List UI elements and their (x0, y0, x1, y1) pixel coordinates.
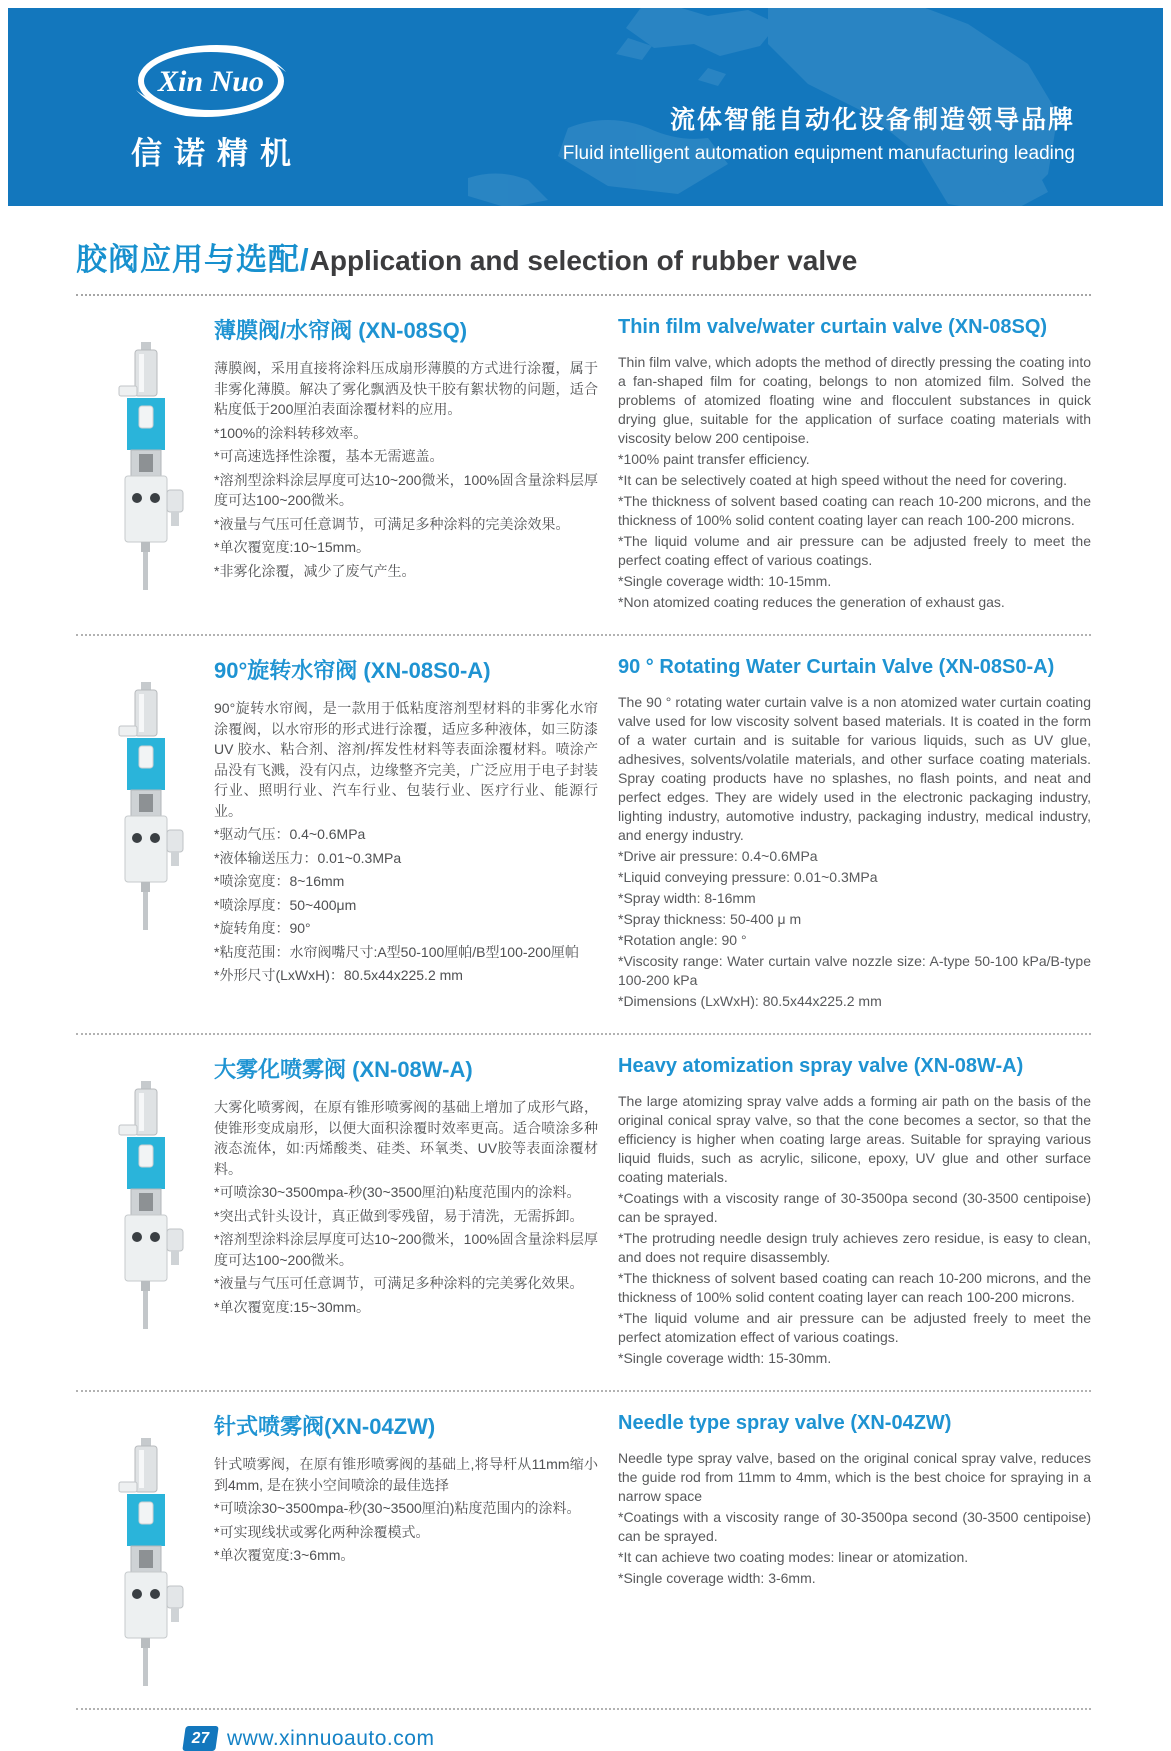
product-section (76, 636, 1091, 1035)
section-english-column (610, 314, 1091, 614)
section-title-en: 90 ° Rotating Water Curtain Valve (XN-08S0-A) (618, 656, 1055, 678)
paragraph: *非雾化涂覆，减少了废气产生。 (214, 562, 416, 579)
product-image-column (76, 654, 214, 932)
paragraph: 针式喷雾阀，在原有锥形喷雾阀的基础上,将导杆从11mm缩小到4mm, 是在狭小空间喷涂的最佳选择 (214, 1456, 598, 1493)
section-body-en (618, 693, 1091, 1011)
section-body-zh (214, 1454, 598, 1566)
paragraph: The large atomizing spray valve adds a forming air path on the basis of the original conical spray valve, so that the cone becomes a sector, so that the efficiency is higher when coating large areas. Suitable for spraying various liquid fluids, such as acrylic, silicone, epoxy, UV glue and other surface coating materials. (618, 1093, 1091, 1185)
product-section (76, 1035, 1091, 1392)
paragraph: *突出式针头设计，真正做到零残留，易于清洗，无需拆卸。 (214, 1207, 584, 1224)
paragraph: *液体输送压力：0.01~0.3MPa (214, 849, 402, 866)
page-footer (76, 1710, 1091, 1751)
section-chinese-column (214, 1410, 610, 1569)
section-title-zh: 针式喷雾阀(XN-04ZW) (214, 1414, 436, 1439)
main-content (8, 206, 1163, 1751)
spray-valve-product-image (89, 680, 201, 932)
section-english-column (610, 1410, 1091, 1590)
paragraph: *Viscosity range: Water curtain valve nozzle size: A-type 50-100 kPa/B-type 100-200 kPa (618, 953, 1091, 988)
paragraph: *Non atomized coating reduces the generation of exhaust gas. (618, 594, 1005, 610)
spray-valve-product-image (89, 340, 201, 592)
product-image-column (76, 314, 214, 592)
paragraph: 薄膜阀，采用直接将涂料压成扇形薄膜的方式进行涂覆，属于非雾化薄膜。解决了雾化飘洒及快干胶有絮状物的问题，适合粘度低于200厘泊表面涂覆材料的应用。 (214, 360, 598, 417)
section-body-zh (214, 1097, 598, 1317)
paragraph: *粘度范围：水帘阀嘴尺寸:A型50-100厘帕/B型100-200厘帕 (214, 943, 579, 960)
spray-valve-product-image (89, 1436, 201, 1688)
logo-text-zh: 信诺精机 (131, 136, 303, 171)
logo-text-en: Xin Nuo (158, 65, 264, 98)
header-taglines (563, 100, 1075, 165)
paragraph: *单次覆宽度:10~15mm。 (214, 539, 370, 555)
section-title-zh: 90°旋转水帘阀 (XN-08S0-A) (214, 658, 491, 683)
section-body-zh (214, 358, 598, 581)
page-header (8, 8, 1163, 206)
paragraph: *喷涂宽度：8~16mm (214, 873, 345, 889)
section-chinese-column (214, 654, 610, 989)
paragraph: *The liquid volume and air pressure can be adjusted freely to meet the perfect coating effect of various coatings. (618, 533, 1091, 568)
section-title-zh: 大雾化喷雾阀 (XN-08W-A) (214, 1057, 473, 1082)
product-image-column (76, 1053, 214, 1331)
paragraph: 90°旋转水帘阀，是一款用于低粘度溶剂型材料的非雾化水帘涂覆阀，以水帘形的形式进行涂覆，适应多种液体，如三防漆UV 胶水、粘合剂、溶剂/挥发性材料等表面涂覆材料。喷涂产品没有飞溅，没有闪点，边缘整齐完美，广泛应用于电子封装行业、照明行业、汽车行业、包装行业、医疗行业、能源行业。 (214, 700, 598, 819)
section-english-column (610, 1053, 1091, 1370)
paragraph: *The thickness of solvent based coating can reach 10-200 microns, and the thickness of 100% solid content coating layer can reach 100-200 microns. (618, 493, 1091, 528)
page-number-badge: 27 (182, 1726, 219, 1751)
paragraph: *Liquid conveying pressure: 0.01~0.3MPa (618, 869, 878, 885)
section-english-column (610, 654, 1091, 1013)
page-title-zh: 胶阀应用与选配/ (76, 242, 310, 277)
tagline-zh: 流体智能自动化设备制造领导品牌 (669, 106, 1075, 134)
paragraph: *Coatings with a viscosity range of 30-3500pa second (30-3500 centipoise) can be sprayed. (618, 1509, 1091, 1544)
website-link[interactable]: www.xinnuoauto.com (227, 1726, 435, 1750)
paragraph: *Dimensions (LxWxH): 80.5x44x225.2 mm (618, 993, 882, 1009)
paragraph: *Drive air pressure: 0.4~0.6MPa (618, 848, 818, 864)
paragraph: *可高速选择性涂覆，基本无需遮盖。 (214, 448, 444, 464)
paragraph: *The thickness of solvent based coating can reach 10-200 microns, and the thickness of 100% solid content coating layer can reach 100-200 microns. (618, 1270, 1091, 1305)
paragraph: *100%的涂料转移效率。 (214, 424, 368, 441)
product-section (76, 296, 1091, 636)
paragraph: *驱动气压：0.4~0.6MPa (214, 826, 366, 842)
paragraph: The 90 ° rotating water curtain valve is a non atomized water curtain coating valve used for low viscosity solvent based materials. It is coated in the form of a water curtain and is suitable for various liquids, such as UV glue, adhesives, solvents/volatile materials, and other surface coating materials. Spray coating products have no splashes, no flash points, and neat and perfect edges. They are widely used in the electronic packaging industry, lighting industry, automotive industry, packaging industry, medical industry, and energy industry. (618, 694, 1091, 843)
section-body-en (618, 1092, 1091, 1368)
paragraph: *可喷涂30~3500mpa-秒(30~3500厘泊)粘度范围内的涂料。 (214, 1184, 581, 1200)
paragraph: *Single coverage width: 15-30mm. (618, 1350, 832, 1366)
page-title (76, 206, 1091, 296)
xin-nuo-oval-logo-icon (116, 38, 306, 124)
paragraph: *外形尺寸(LxWxH)：80.5x44x225.2 mm (214, 967, 463, 983)
paragraph: *Spray thickness: 50-400 μ m (618, 911, 802, 927)
paragraph: *Single coverage width: 3-6mm. (618, 1570, 816, 1586)
paragraph: *旋转角度：90° (214, 920, 311, 936)
company-logo (116, 38, 306, 173)
paragraph: Thin film valve, which adopts the method of directly pressing the coating into a fan-shaped film for coating, belongs to non atomized film. Solved the problems of atomized floating wine and flocculent substances in quick drying glue, suitable for the application of surface coating materials with viscosity below 200 centipoise. (618, 354, 1091, 446)
section-title-en: Heavy atomization spray valve (XN-08W-A) (618, 1055, 1024, 1077)
paragraph: *可实现线状或雾化两种涂覆模式。 (214, 1523, 430, 1540)
paragraph: *Single coverage width: 10-15mm. (618, 573, 832, 589)
tagline-en: Fluid intelligent automation equipment manufacturing leading (562, 143, 1075, 164)
paragraph: *Spray width: 8-16mm (618, 890, 756, 906)
section-title-en: Needle type spray valve (XN-04ZW) (618, 1412, 952, 1434)
paragraph: *The liquid volume and air pressure can be adjusted freely to meet the perfect atomization effect of various coatings. (618, 1310, 1091, 1345)
paragraph: *液量与气压可任意调节，可满足多种涂料的完美涂效果。 (214, 515, 570, 532)
paragraph: *液量与气压可任意调节，可满足多种涂料的完美雾化效果。 (214, 1275, 584, 1291)
page-title-en: Application and selection of rubber valve (309, 245, 858, 276)
paragraph: *Rotation angle: 90 ° (618, 932, 747, 948)
paragraph: 大雾化喷雾阀，在原有锥形喷雾阀的基础上增加了成形气路，使锥形变成扇形，以便大面积涂覆时效率更高。适合喷涂多种液态流体，如:丙烯酸类、硅类、环氧类、UV胶等表面涂覆材料。 (214, 1099, 598, 1177)
product-sections (76, 296, 1091, 1710)
section-chinese-column (214, 1053, 610, 1320)
section-body-en (618, 1449, 1091, 1588)
paragraph: *溶剂型涂料涂层厚度可达10~200微米，100%固含量涂料层厚度可达100~200微米。 (214, 1231, 598, 1268)
paragraph: *喷涂厚度：50~400μm (214, 896, 357, 913)
paragraph: *可喷涂30~3500mpa-秒(30~3500厘泊)粘度范围内的涂料。 (214, 1500, 581, 1516)
paragraph: *单次覆宽度:15~30mm。 (214, 1298, 370, 1315)
section-body-en (618, 353, 1091, 612)
product-section (76, 1392, 1091, 1710)
paragraph: *Coatings with a viscosity range of 30-3500pa second (30-3500 centipoise) can be sprayed. (618, 1190, 1091, 1225)
section-title-zh: 薄膜阀/水帘阀 (XN-08SQ) (214, 318, 468, 343)
paragraph: *The protruding needle design truly achieves zero residue, is easy to clean, and does not require disassembly. (618, 1230, 1091, 1265)
paragraph: *It can be selectively coated at high speed without the need for covering. (618, 472, 1068, 488)
product-image-column (76, 1410, 214, 1688)
paragraph: *100% paint transfer efficiency. (618, 451, 810, 467)
paragraph: *单次覆宽度:3~6mm。 (214, 1547, 355, 1563)
paragraph: *It can achieve two coating modes: linear or atomization. (618, 1549, 969, 1565)
section-body-zh (214, 698, 598, 986)
section-chinese-column (214, 314, 610, 584)
paragraph: *溶剂型涂料涂层厚度可达10~200微米，100%固含量涂料层厚度可达100~200微米。 (214, 471, 598, 508)
paragraph: Needle type spray valve, based on the original conical spray valve, reduces the guide rod from 11mm to 4mm, which is the best choice for spraying in a narrow space (618, 1450, 1091, 1504)
section-title-en: Thin film valve/water curtain valve (XN-08SQ) (618, 316, 1048, 338)
spray-valve-product-image (89, 1079, 201, 1331)
